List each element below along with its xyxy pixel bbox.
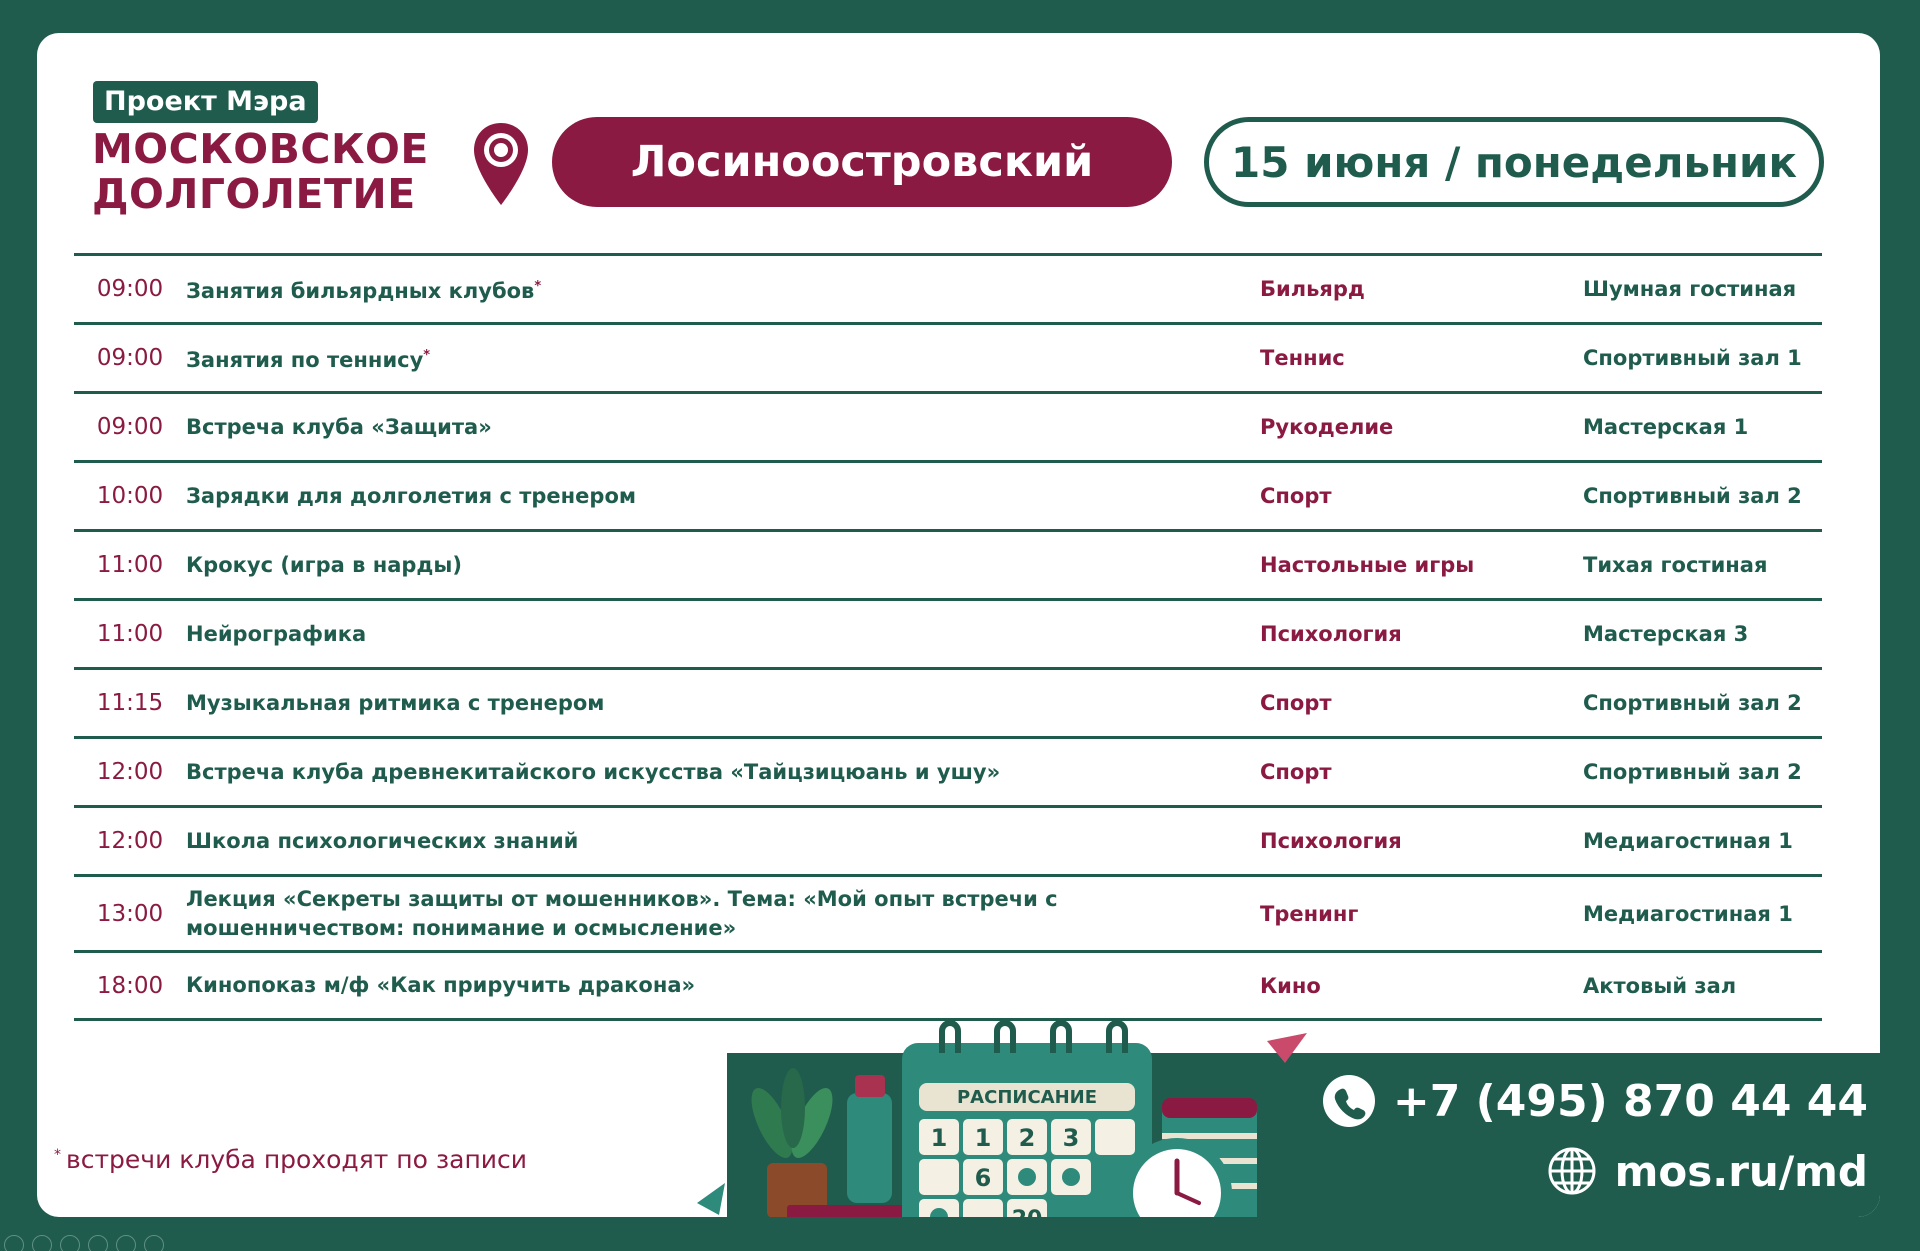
calendar-number: 2	[1018, 1124, 1036, 1152]
footnote	[54, 1145, 527, 1174]
event-room: Спортивный зал 2	[1583, 760, 1802, 784]
location-pin-icon	[471, 121, 531, 207]
event-room: Медиагостиная 1	[1583, 901, 1793, 926]
event-category: Рукоделие	[1260, 415, 1394, 439]
event-category: Психология	[1260, 829, 1402, 853]
event-room: Спортивный зал 1	[1583, 346, 1802, 370]
phone-contact	[1323, 1075, 1868, 1127]
pen-tool-button[interactable]	[60, 1235, 80, 1251]
event-title-text: Занятия по теннису	[186, 348, 424, 372]
project-badge: Проект Мэра	[93, 81, 318, 123]
calendar-label: РАСПИСАНИЕ	[956, 1087, 1098, 1108]
footnote-text: встречи клуба проходят по записи	[66, 1145, 528, 1174]
event-category: Тренинг	[1260, 901, 1359, 926]
event-title	[186, 341, 1260, 375]
schedule-row	[74, 808, 1822, 877]
website-contact	[1547, 1146, 1868, 1196]
event-room: Спортивный зал 2	[1583, 484, 1802, 508]
event-category: Настольные игры	[1260, 553, 1475, 577]
calendar-illustration	[697, 983, 1337, 1232]
event-category: Теннис	[1260, 346, 1345, 370]
event-title	[186, 272, 1260, 306]
event-title	[186, 413, 1260, 442]
event-time: 18:00	[96, 972, 164, 999]
event-room: Спортивный зал 2	[1583, 691, 1802, 715]
event-time: 12:00	[96, 828, 164, 854]
event-time: 09:00	[96, 414, 164, 440]
calendar-number: 3	[1062, 1124, 1080, 1152]
event-category: Бильярд	[1260, 277, 1365, 301]
event-title	[186, 689, 1260, 718]
schedule-row	[74, 532, 1822, 601]
event-category: Спорт	[1260, 760, 1332, 784]
event-time: 09:00	[96, 345, 164, 371]
calendar-number: 20	[1011, 1207, 1043, 1232]
globe-icon	[1547, 1146, 1597, 1196]
event-room: Мастерская 3	[1583, 622, 1749, 646]
event-category: Спорт	[1260, 691, 1332, 715]
footnote-star: *	[54, 1146, 61, 1163]
event-title	[186, 827, 1260, 856]
event-category: Кино	[1260, 973, 1321, 998]
event-time: 11:00	[96, 552, 164, 578]
event-time: 10:00	[96, 483, 164, 509]
phone-icon	[1323, 1075, 1375, 1127]
event-room: Тихая гостиная	[1583, 553, 1768, 577]
date-label: 15 июня / понедельник	[1204, 117, 1824, 207]
schedule-row	[74, 256, 1822, 325]
event-title	[186, 620, 1260, 649]
schedule-row	[74, 670, 1822, 739]
logo-title	[92, 127, 429, 217]
calendar-number: 1	[930, 1124, 948, 1152]
event-time: 12:00	[96, 759, 164, 785]
event-room: Мастерская 1	[1583, 415, 1749, 439]
viewer-toolbar	[0, 1235, 164, 1251]
event-room: Шумная гостиная	[1583, 277, 1797, 301]
schedule-card	[37, 33, 1880, 1232]
logo-line-1: МОСКОВСКОЕ	[92, 125, 429, 173]
event-title	[186, 758, 1260, 787]
event-time: 11:00	[96, 621, 164, 647]
event-title-text: Школа психологических знаний	[186, 828, 579, 853]
website-link[interactable]: mos.ru/md	[1614, 1146, 1868, 1196]
event-time: 13:00	[96, 900, 164, 927]
event-category: Психология	[1260, 622, 1402, 646]
event-title-text: Занятия бильярдных клубов	[186, 279, 535, 303]
event-time: 09:00	[96, 276, 164, 302]
prev-slide-button[interactable]	[4, 1235, 24, 1251]
event-title-text: Нейрографика	[186, 621, 367, 646]
event-title-text: Лекция «Секреты защиты от мошенников». Тема: «Мой опыт встречи с мошенничеством: понимание и осмысление»	[186, 886, 1058, 940]
calendar-number: 6	[974, 1164, 992, 1192]
event-title-text: Встреча клуба «Защита»	[186, 414, 492, 439]
event-title-text: Музыкальная ритмика с тренером	[186, 690, 605, 715]
calendar-number: 1	[974, 1124, 992, 1152]
logo-line-2: ДОЛГОЛЕТИЕ	[92, 170, 416, 218]
event-title	[186, 482, 1260, 511]
phone-number[interactable]: +7 (495) 870 44 44	[1392, 1075, 1868, 1127]
schedule-table	[74, 253, 1822, 1021]
schedule-row	[74, 463, 1822, 532]
event-room: Медиагостиная 1	[1583, 829, 1793, 853]
event-title	[186, 885, 1260, 943]
event-title-text: Зарядки для долголетия с тренером	[186, 483, 637, 508]
event-title-text: Крокус (игра в нарды)	[186, 552, 462, 577]
event-title	[186, 551, 1260, 580]
schedule-row	[74, 877, 1822, 953]
district-label: Лосиноостровский	[552, 117, 1172, 207]
schedule-row	[74, 739, 1822, 808]
event-title-text: Кинопоказ м/ф «Как приручить дракона»	[186, 973, 696, 997]
schedule-row	[74, 601, 1822, 670]
more-options-button[interactable]	[144, 1235, 164, 1251]
signup-required-star: *	[534, 279, 542, 294]
schedule-row	[74, 394, 1822, 463]
zoom-button[interactable]	[116, 1235, 136, 1251]
slides-button[interactable]	[88, 1235, 108, 1251]
next-slide-button[interactable]	[32, 1235, 52, 1251]
event-category: Спорт	[1260, 484, 1332, 508]
event-time: 11:15	[96, 690, 164, 716]
schedule-row	[74, 325, 1822, 394]
signup-required-star: *	[423, 348, 431, 363]
event-title-text: Встреча клуба древнекитайского искусства «Тайцзицюань и ушу»	[186, 759, 1001, 784]
event-room: Актовый зал	[1583, 973, 1737, 998]
